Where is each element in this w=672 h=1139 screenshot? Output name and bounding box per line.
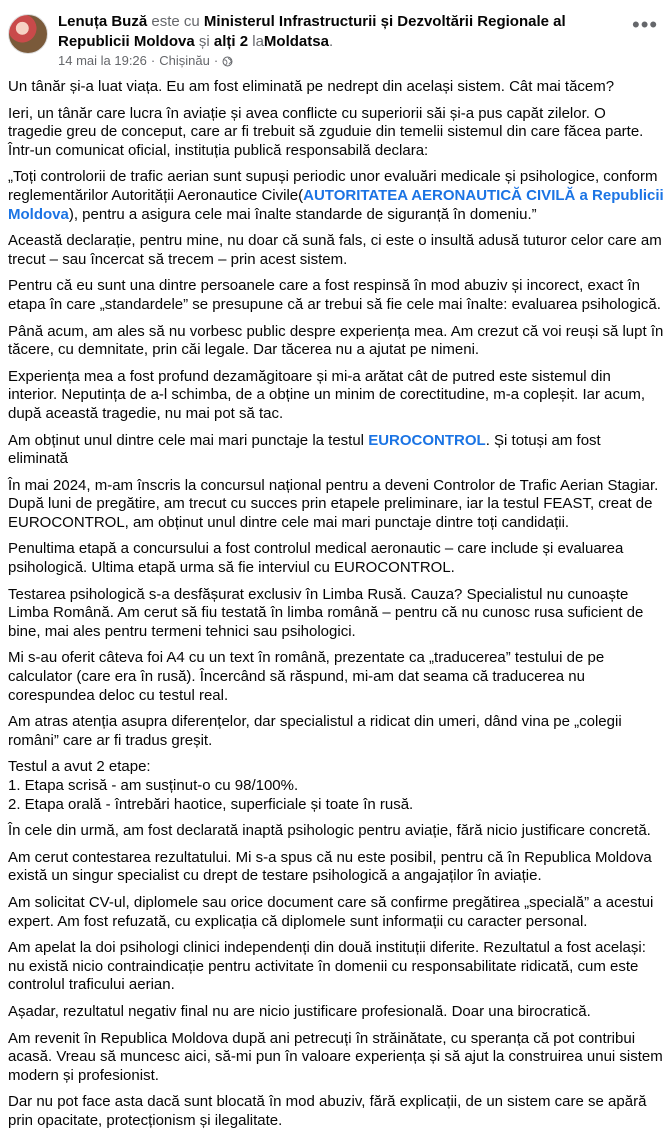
post-paragraph: Așadar, rezultatul negativ final nu are nicio justificare profesională. Doar una birocratică. xyxy=(8,1002,591,1020)
post-body xyxy=(8,78,664,1139)
globe-icon xyxy=(222,56,233,67)
post-paragraph: În cele din urmă, am fost declarată inaptă psihologic pentru aviație, fără nicio justificare concretă. xyxy=(8,822,651,840)
post-location[interactable]: Chișinău xyxy=(159,53,210,68)
more-options-icon[interactable]: ••• xyxy=(632,12,659,37)
list-item: 2. Etapa orală - întrebări haotice, superficiale și toate în rusă. xyxy=(8,795,414,813)
post-paragraph: Am cerut contestarea rezultatului. Mi s-a spus că nu este posibil, pentru că în Republica Moldova există un singur specialist cu drept de testare psihologică a angajaților în aviație. xyxy=(8,848,652,885)
quote-text: „Toți controlorii de trafic aerian sunt supuși periodic unor evaluări medicale și psihologice, conform reglementărilor Autorității Aeronautice Civile( xyxy=(8,168,658,204)
trailing-period: . xyxy=(328,33,334,50)
eurocontrol-text: Am obținut unul dintre cele mai mari punctaje la testul xyxy=(8,431,369,449)
meta-separator-2: · xyxy=(213,53,219,68)
list-item: 1. Etapa scrisă - am susținut-o cu 98/100%. xyxy=(8,777,299,794)
post-paragraph: Am apelat la doi psihologi clinici independenți din două instituții diferite. Rezultatul a fost același: nu există nicio contraindicație pentru activitate în domenii cu responsabilitate ridicată, cum este controlul traficului aerian. xyxy=(8,939,646,994)
at-word: la xyxy=(252,33,264,50)
eurocontrol-mention-link[interactable]: EUROCONTROL xyxy=(368,431,486,449)
post-paragraph-list xyxy=(8,758,664,814)
list-intro: Testul a avut 2 etape: xyxy=(8,758,151,776)
post-paragraph: Dar nu pot face asta dacă sunt blocată în mod abuziv, fără explicații, de un sistem care se apără prin opacitate, protecționism și ilegalitate. xyxy=(8,1093,647,1129)
post-paragraph: Pentru că eu sunt una dintre persoanele care a fost respinsă în mod abuziv și incorect, exact în etapa în care „standardele” se presupune că ar trebui să fie cele mai înalte: evaluarea psihologică. xyxy=(8,277,661,313)
post-paragraph: Am revenit în Republica Moldova după ani petrecuți în străinătate, cu speranța că pot contribui acasă. Vreau să muncesc aici, să-mi pun în valoare experiența și să ajut la construirea unui sistem modern și profesionist. xyxy=(8,1029,663,1084)
post-header-text xyxy=(58,12,618,52)
post-header xyxy=(0,0,672,68)
post-paragraph: Am atras atenția asupra diferențelor, dar specialistul a ridicat din umeri, dând vina pe „colegii români” care ar fi tradus greșit. xyxy=(8,713,622,749)
aac-mention-link[interactable]: AUTORITATEA AERONAUTICĂ CIVILĂ a Republicii Moldova xyxy=(8,186,664,223)
post-paragraph-quote xyxy=(8,168,664,224)
post-paragraph: Am solicitat CV-ul, diplomele sau orice document care să confirme pregătirea „specială” a acestui expert. Am fost refuzată, cu explicația că diplomele sunt informații cu caracter personal. xyxy=(8,893,654,930)
author-name-link[interactable]: Lenuța Buză xyxy=(58,13,148,30)
post-paragraph: În mai 2024, m-am înscris la concursul național pentru a deveni Controlor de Trafic Aerian Stagiar. După luni de pregătire, am trecut cu succes prin etapele preliminare, iar la testul FEAST, creat de EUROCONTROL, am obținut unul dintre cele mai mari punctaje dintre toți candidații. xyxy=(8,476,659,531)
post-paragraph: Până acum, am ales să nu vorbesc public despre experiența mea. Am crezut că voi reuși să lupt în tăcere, cu demnitate, prin căi legale. Dar tăcerea nu a ajutat pe nimeni. xyxy=(8,322,664,359)
tagged-others-link[interactable]: alți 2 xyxy=(213,33,249,50)
post-paragraph: Mi s-au oferit câteva foi A4 cu un text în română, prezentate ca „traducerea” testului de pe calculator (care era în rusă). Încercând să răspund, mi-am dat seama că traducerea nu corespundea deloc cu testul real. xyxy=(8,649,605,704)
meta-separator: · xyxy=(150,53,156,68)
quote-text-end: ), pentru a asigura cele mai înalte standarde de siguranță în domeniu.” xyxy=(68,205,537,223)
author-avatar[interactable] xyxy=(8,14,48,54)
tagged-org-link[interactable]: Ministerul Infrastructurii și Dezvoltării Regionale al Republicii Moldova xyxy=(58,13,566,50)
and-word: și xyxy=(198,33,210,50)
post-paragraph: Ieri, un tânăr care lucra în aviație și avea conflicte cu superiorii săi și-a pus capăt zilelor. O tragedie greu de conceput, care ar fi trebuit să zguduie din temelii sistemul din care făcea parte. Într-un comunicat oficial, instituția publică responsabilă declara: xyxy=(8,104,644,159)
post-meta xyxy=(58,53,233,69)
post-paragraph: Un tânăr și-a luat viața. Eu am fost eliminată pe nedrept din același sistem. Cât mai tăcem? xyxy=(8,78,615,95)
post-paragraph: Această declarație, pentru mine, nu doar că sună fals, ci este o insultă adusă tuturor celor care am trecut – sau încercat să trecem – prin acest sistem. xyxy=(8,232,662,268)
place-link[interactable]: Moldatsa xyxy=(263,33,329,50)
post-date-link[interactable]: 14 mai la 19:26 xyxy=(58,53,147,68)
post-paragraph-eurocontrol xyxy=(8,432,664,469)
eurocontrol-text-end: . Și totuși am fost eliminată xyxy=(8,431,601,468)
with-word: este cu xyxy=(151,13,200,30)
post-paragraph: Penultima etapă a concursului a fost controlul medical aeronautic – care include și evaluarea psihologică. Ultima etapă urma să fie interviul cu EUROCONTROL. xyxy=(8,540,624,577)
post-paragraph: Experiența mea a fost profund dezamăgitoare și mi-a arătat cât de putred este sistemul din interior. Neputința de a-l schimba, de a obține un minim de corectitudine, m-a copleșit. Iar acum, după această tragedie, nu mai pot să tac. xyxy=(8,367,645,422)
post-paragraph: Testarea psihologică s-a desfășurat exclusiv în Limba Rusă. Cauza? Specialistul nu cunoaște Limba Română. Am cerut să fiu testată în limba română – pentru că nu cunosc rusa suficient de bine, mai ales pentru termeni tehnici sau psihologici. xyxy=(8,585,644,640)
